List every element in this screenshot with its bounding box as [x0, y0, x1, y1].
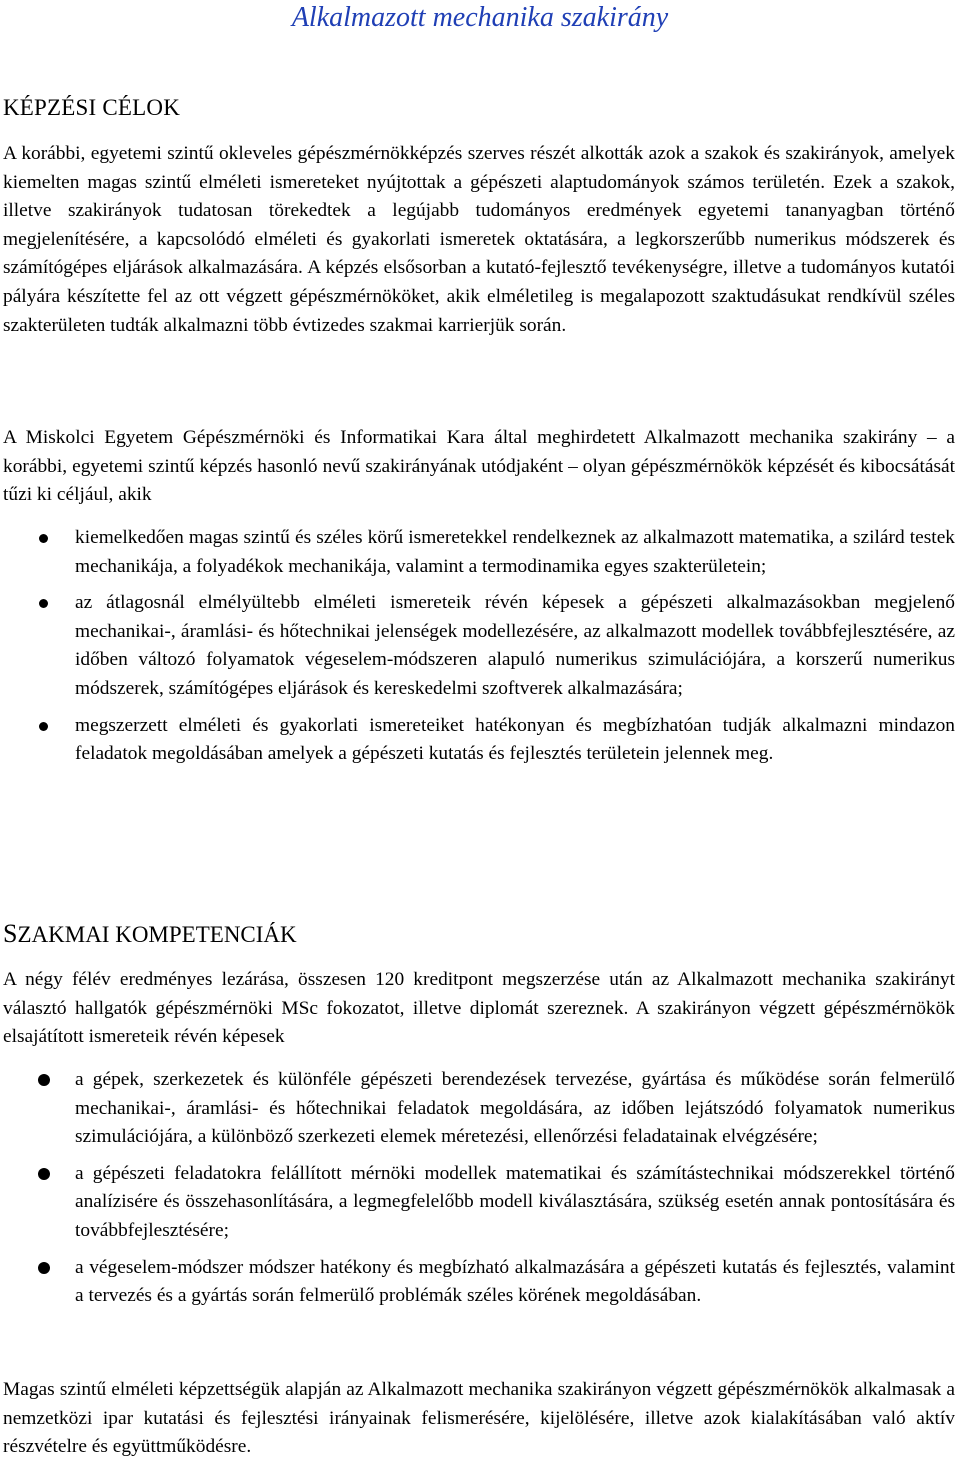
section1-paragraph-2: A Miskolci Egyetem Gépészmérnöki és Informatikai Kara által meghirdetett Alkalmazott mechanika szakirány – a korábbi, egyetemi szintű képzés hasonló nevű szakirányának utódjaként – olyan gépészmérnökök képzését és kibocsátását tűzi ki céljául, akik — [3, 427, 955, 506]
bullet-icon — [38, 1074, 50, 1086]
section2-paragraph-2: Magas szintű elméleti képzettségük alapján az Alkalmazott mechanika szakirányon végzett gépészmérnökök alkalmasak a nemzetközi ipar kutatási és fejlesztési irányainak felismerésére, kijelölésére, illetve azok kialakításában való aktív részvételre és együttműködésre. — [3, 1379, 955, 1458]
list-item — [0, 712, 960, 769]
section1-paragraph-1: A korábbi, egyetemi szintű okleveles gépészmérnökképzés szerves részét alkották azok a szakok és szakirányok, amelyek kiemelten magas szintű elméleti ismereteket nyújtottak a gépészeti alaptudományok számos területén. Ezek a szakok, illetve szakirányok tudatosan törekedtek a legújabb tudományos eredmények egyetemi tananyagban történő megjelenítésére, a kapcsolódó elméleti és gyakorlati ismeretek oktatására, a legkorszerűbb numerikus módszerek és számítógépes eljárások alkalmazására. A képzés elsősorban a kutató-fejlesztő tevékenységre, illetve a tudományos kutatói pályára készítette fel az ott végzett gépészmérnököket, akik elméletileg is megalapozott szaktudásukat rendkívül széles szakterületen tudták alkalmazni több évtizedes szakmai karrierjük során. — [3, 143, 955, 336]
list-item-text: kiemelkedően magas szintű és széles körű ismeretekkel rendelkeznek az alkalmazott matematika, a szilárd testek mechanikája, a folyadékok mechanikája, valamint a termodinamika egyes szakterületein; — [75, 527, 955, 577]
section1-bullet-list — [0, 524, 960, 769]
section2-paragraph-1: A négy félév eredményes lezárása, összesen 120 kreditpont megszerzése után az Alkalmazott mechanika szakirányt választó hallgatók gépészmérnöki MSc fokozatot, illetve diplomát szereznek. A szakirányon végzett gépészmérnökök elsajátított ismereteik révén képesek — [3, 969, 955, 1048]
bullet-icon — [39, 534, 48, 543]
section-heading-szakmai-kompetenciak — [3, 920, 297, 949]
page-title: Alkalmazott mechanika szakirány — [291, 2, 669, 33]
bullet-icon — [38, 1168, 50, 1180]
list-item-text: a végeselem-módszer módszer hatékony és megbízható alkalmazására a gépészeti kutatás és fejlesztés, valamint a tervezés és a gyártás során felmerülő problémák széles körének megoldásában. — [75, 1256, 955, 1307]
list-item — [0, 1066, 960, 1152]
section-heading-kepzesi-celok: KÉPZÉSI CÉLOK — [3, 95, 181, 120]
bullet-icon — [39, 599, 48, 608]
list-item-text: a gépészeti feladatokra felállított mérnöki modellek matematikai és számítástechnikai módszerekkel történő analízisére és összehasonlítására, a legmegfelelőbb modell kiválasztására, szükség esetén annak pontosítására és továbbfejlesztésére; — [75, 1162, 955, 1241]
list-item — [0, 1254, 960, 1311]
list-item-text: az átlagosnál elmélyültebb elméleti ismereteik révén képesek a gépészeti alkalmazásokban megjelenő mechanikai-, áramlási- és hőtechnikai jelenségek modellezésére, az alkalmazott modellek továbbfejlesztésére, az időben változó folyamatok végeselem-módszeren alapuló numerikus szimulációjára, a korszerű numerikus módszerek, számítógépes eljárások és kereskedelmi szoftverek alkalmazására; — [75, 592, 955, 699]
section-heading-rest: ZAKMAI KOMPETENCIÁK — [17, 922, 297, 947]
list-item — [0, 1160, 960, 1246]
list-item — [0, 589, 960, 703]
bullet-icon — [39, 722, 48, 731]
bullet-icon — [38, 1262, 50, 1274]
list-item-text: a gépek, szerkezetek és különféle gépészeti berendezések tervezése, gyártása és működése során felmerülő mechanikai-, áramlási- és hőtechnikai feladatok megoldására, az időben lejátszódó folyamatok numerikus szimulációjára, a különböző szerkezeti elemek méretezési, ellenőrzési feladatainak elvégzésére; — [75, 1069, 955, 1148]
list-item-text: megszerzett elméleti és gyakorlati ismereteiket hatékonyan és megbízhatóan tudják alkalmazni mindazon feladatok megoldásában amelyek a gépészeti kutatás és fejlesztés területein jelennek meg. — [75, 714, 955, 765]
list-item — [0, 524, 960, 581]
section-heading-first-letter: S — [3, 919, 18, 948]
section2-bullet-list — [0, 1066, 960, 1311]
